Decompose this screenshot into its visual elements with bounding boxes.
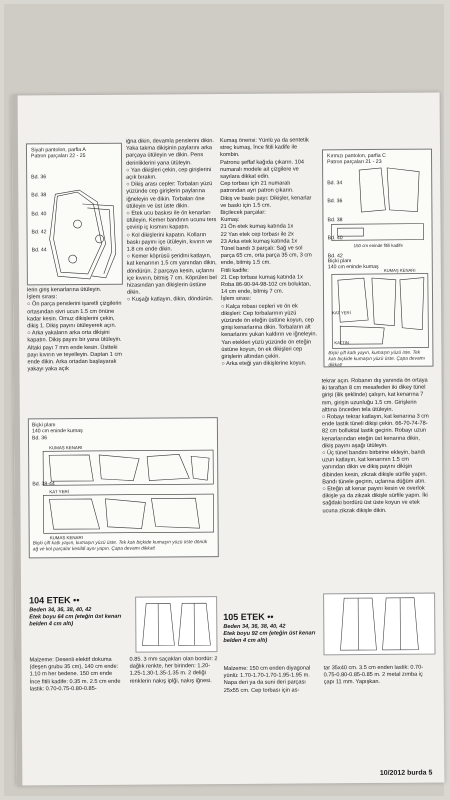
size-label: Bd. 42 (327, 253, 343, 260)
selvage-label: KUMAŞ KENARI (383, 267, 416, 273)
fold-label: KAT YERİ (332, 310, 351, 316)
instructions-column-3: Kumaş önerisi: Yünlü ya da sentetik streç kumaş, İnce fitili kadife ile kombin. Patronu şeffaf kağıda çıkarın. 104 numaralı modele ait çizgilere ve sayılara dikkat edin. Cep torbası için 21 numaralı patrondan ayrı patron çıkarın. Dikiş ve baskı payı: Dikişler, kenarlar ve baskı için 1.5 cm. Biçilecek parçalar: Kumaş: 21 Ön etek kumaş katında 1x 22 Yan etek cep torbası ile 2x 23 Arka etek kumaş katında 1x Tünel bandı 3 parçalı: Sağ ve sol parça 65 cm, orta parça 35 cm, 3 cm ende, bitmiş 1.5 cm. Fitili kadife: 21 Cep torbası kumaş katında 1x Roba 86-90-94-98-102 cm boluktan, 14 cm ende, bitmiş 7 cm. İşlem sırası: ○ Kalça robası cepleri ve ön ek dikişleri: Cep torbalarının yüzü yüzünde ön eteğin üstüne koyun, cep girişi kenarlarına dikin. Torbaların alt kenarlarını yukarı kaldırın ve iğneleyin. Yan etekleri yüzü yüzünde ön eteğin üstüne koyun, ön ek dikişleri cep girişlerin altından çekin. ○ Arka eteği yan dikişlerine koyun. (219, 137, 319, 368)
fold-label-bottom: KATTIN (334, 340, 349, 346)
pattern-diagram-a (26, 143, 123, 286)
size-label: Bd. 34 (327, 180, 343, 187)
size-label: Bd. 36 (31, 174, 47, 181)
fabric-width-label: 150 cm eninde fitili kadife (353, 242, 403, 249)
selvage-label-bottom: KUMAŞ KENARI (49, 535, 83, 541)
page-background (4, 4, 444, 796)
page-edge (12, 95, 23, 785)
material-104-cont: 0.85. 3 mm saçakları olan bordür: 2 dağlık renkte, her birinden: 1.20-1.25-1.30-1.35-1.35 m. 2 deliği renklerin nakış iplği, nakış iğnesi. (129, 656, 220, 685)
instructions-column-2: iğna dikin, devamla penslerini dikin. Yaka takma dikişinin paylarını arka parçaya ütüleyin ve dikin. Pens derinliklerini yana ütüleyin. ○ Yan dikişleri çekin, cep girişlerini açık bırakın. ○ Dikiş arası cepler: Torbaları yüzü yüzünde cep girişlerin paylarına iğneleyin ve dikin. Torbaları öne ütüleyin ve üst üste dikin. ○ Etek ucu baskısı ile ön kenarları ütüleyin. Kemer bandının ucunu ters çevirip iç kısmını kapatın. ○ Kol dikişlerini kapatın. Kolların baskı payını içe ütüleyin, kıvırın ve 1.8 cm ende dikin. ○ Kemer köprüsü şeridini katlayın, kat kenarının 1.5 cm yanından dikin, döndürün. 2 parçaya kesin, uçlarını içe kıvırın, bitmiş 7 cm. Köprüleri bel hizasından yan dikişlerin üstüne dikin. ○ Kuşağı katlayın, dikin, döndürün. (125, 138, 219, 304)
instructions-column-1: lerin giriş kenarlarına ütüleyin. İşlem sırası: ○ Ön parça penslerini işaretli çizgilerin ortasından sivri ucun 1.5 cm önüne kadar kesin. Omuz dikişlerini çekin, dikiş 1. Dikiş payını ütüleyerek açın. ○ Arka yakaların arka orta dikişini kapatın. Dikiş payını bir yana ütüleyin. Altaki payı 7 mm ende kesin. Üstteki payı kıvırın ve teyelleyin. Daptan 1 cm ende dikin. Arka ortadan başlayarak yakayı yaka açık (26, 286, 124, 373)
instructions-column-4: tekrar açın. Robanın dış yanında ön ortaya iki taraftan 8 cm mesafeden iki dikey tünel girişi (ilik şeklinde) çalışın, kat kenarına 7 mm, girişin uzunluğu 1.5 cm. Girişlerin alttına önceden tela ütüleyin. ○ Robayı tekrar katlayın, kat kenarına 3 cm ende lastik tüneli dikişi çekin. 66-70-74-78-82 cm bolluktal lastik geçirin. Robayı uzun kenarlarından eteğin üst kenarına dikin, dikiş payını aşağı ütüleyin. ○ Üç tünel bandını birbirine ekleyin, bandı uzun katlayın, kat kenarının 1.5 cm yanından dikin ve dikiş payını dikişin dibinden kesin, zikzak dikişle sürfile yapın. Bandı tünele geçirin, uçlarına düğüm atın. ○ Eteğin alt kenar payını kesin ve overlok dikişle ya da zikzak dikişle sürfile yapın. İki sağdaki bordürü üst üste koyun ve etek ucuna zikzak dikişle dikin. (321, 377, 431, 514)
diagram-c-plan-title: Biçki planı 140 cm eninde kumaş (327, 258, 379, 271)
page-footer: 10/2012 burda 5 (379, 769, 433, 777)
diagram-a-title: Siyah pantolon, parfia A Patron parçaları 22 - 25 (30, 146, 86, 160)
section-title-105: 105 ETEK •• (223, 611, 274, 623)
pattern-diagram-c (322, 149, 434, 368)
section-title-104: 104 ETEK •• (29, 595, 80, 606)
size-label: Bd. 40 (31, 211, 47, 218)
material-105-cont: tar 35x40 cm. 3.5 cm enden lastik: 0.70-0.75-0.80-0.85-0.85 m. 2 metal zımba iç çapı 11 mm. Yapışkan. (323, 664, 425, 686)
diagram-c-caption: Biçki çift katlı yayın, kumaşın yüzü iste. Tek katı biçkide kumaşın yüzü üste. Çapa devamı dikkat! (328, 350, 425, 368)
skirt-104-technical-drawing (135, 596, 217, 653)
skirt-105-sketch (324, 594, 434, 655)
pattern-shapes-a (27, 144, 122, 285)
magazine-page (12, 93, 445, 786)
size-label: Bd. 38 (327, 216, 343, 224)
size-label: Bd. 38 (31, 192, 47, 199)
pattern-shapes-c (323, 150, 433, 367)
section-sub-105: Beden 34, 36, 38, 40, 42 Etek boyu 92 cm (eteğin üst kenarı belden 4 cm altı) (223, 623, 317, 645)
cutting-plan-size: Bd. 38-44 (32, 481, 55, 488)
cutting-plan-title: Biçki planı 140 cm eninde kumaş Bd. 36 (31, 422, 83, 441)
material-105: Malzeme: 150 cm enden diyagonal yünlü: 1.70-1.70-1.70-1.95-1.95 m. Napa deri ya da suni deri parçası 25x55 cm. Cep torbası için as- (223, 665, 312, 694)
size-label: Bd. 36 (327, 198, 343, 205)
selvage-label: KUMAŞ KENARI (49, 445, 83, 451)
size-label: Bd. 40 (327, 235, 343, 242)
material-104: Malzeme: Desenli elektif dokuma (deşen grubu 35 cm), 140 cm ende: 1.10 m her bedene. 150 cm ende İnce fitili kadife: 0.35 m. 2.5 cm ende lastik: 0.70-0.75-0.80-0.85- (29, 656, 123, 693)
skirt-105-technical-drawing (323, 593, 435, 656)
size-label: Bd. 44 (31, 247, 47, 254)
skirt-104-sketch (136, 597, 216, 652)
cutting-plan-caption: Biçki çift katlı yayın, kumaşın yüzü üste. Tek katı biçkide kumaşın yüzü üste dönük ağ ve kol parçalar kesildi aynı yapın. Çapa devamı dikkat! (32, 540, 208, 553)
fold-label: KAT YERİ (49, 489, 69, 495)
section-sub-104: Beden 34, 36, 38, 40, 42 Etek boyu 64 cm (eteğin üst kenarı belden 4 cm altı) (29, 606, 123, 628)
diagram-c-title: Kırmızı pantolon, parfia C Patron parçaları 21 - 23 (327, 152, 386, 166)
size-label: Bd. 42 (31, 229, 47, 236)
